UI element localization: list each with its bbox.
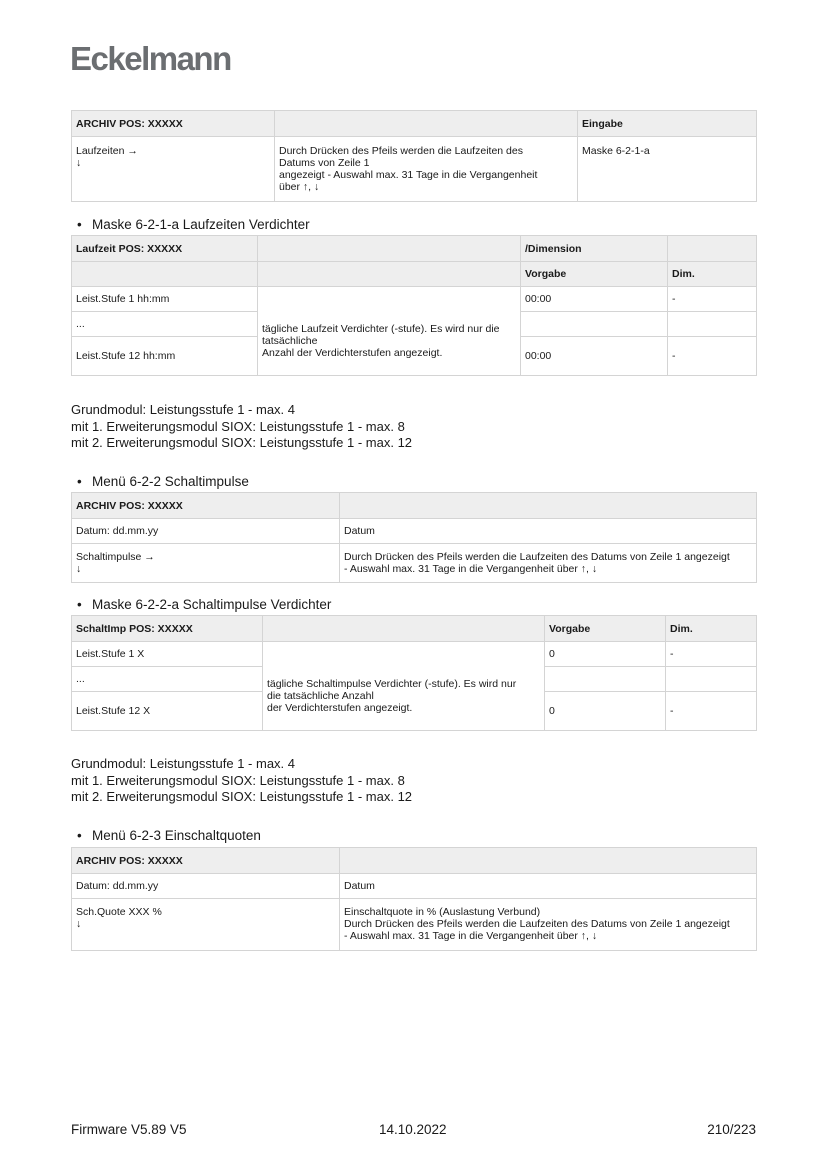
description-line: Einschaltquote in % (Auslastung Verbund) [344, 906, 541, 918]
header-cell: SchaltImp POS: XXXXX [72, 616, 263, 642]
dim-cell [666, 667, 757, 692]
header-cell: Eingabe [578, 111, 757, 137]
description-line: - Auswahl max. 31 Tage in die Vergangenheit über ↑, ↓ [344, 563, 598, 575]
header-cell: Vorgabe [545, 616, 666, 642]
section-title: Menü 6-2-2 Schaltimpulse [92, 474, 249, 489]
bullet-icon: • [77, 597, 82, 612]
vorgabe-cell: 0 [545, 642, 666, 667]
row-description-cell [340, 544, 757, 583]
note-line: Grundmodul: Leistungsstufe 1 - max. 4 [71, 402, 296, 417]
header-cell [72, 262, 258, 287]
archiv-schaltimpulse-table [71, 492, 757, 583]
bullet-icon: • [77, 828, 82, 843]
row-label: ... [72, 667, 263, 692]
archiv-laufzeiten-table [71, 110, 757, 202]
eckelmann-logo: Eckelmann [70, 40, 231, 77]
laufzeit-verdichter-table [71, 235, 757, 376]
vorgabe-cell [545, 667, 666, 692]
dim-cell: - [668, 337, 757, 376]
table-row [72, 642, 757, 667]
table-header-row [72, 848, 757, 874]
archiv-einschaltquoten-table [71, 847, 757, 951]
leistungsstufe-note [71, 756, 412, 806]
header-cell: ARCHIV POS: XXXXX [72, 848, 340, 874]
eingabe-cell: Maske 6-2-1-a [578, 137, 757, 202]
row-description: Datum [340, 519, 757, 544]
footer-date: 14.10.2022 [379, 1122, 447, 1137]
table-header-row [72, 616, 757, 642]
bullet-icon: • [77, 217, 82, 232]
section-heading [77, 597, 331, 613]
dim-cell [668, 312, 757, 337]
header-cell [258, 262, 521, 287]
row-label: Leist.Stufe 1 hh:mm [72, 287, 258, 312]
row-description-cell [340, 899, 757, 951]
vorgabe-cell [521, 312, 668, 337]
row-label: Laufzeiten → [76, 145, 138, 157]
note-line: mit 1. Erweiterungsmodul SIOX: Leistungsstufe 1 - max. 8 [71, 772, 405, 788]
description-line: tägliche Schaltimpulse Verdichter (-stufe). Es wird nur [267, 677, 517, 690]
header-cell: Laufzeit POS: XXXXX [72, 236, 258, 262]
table-header-row [72, 111, 757, 137]
arrow-down-icon: ↓ [76, 563, 82, 575]
description-line: über ↑, ↓ [279, 181, 320, 193]
leistungsstufe-note [71, 402, 412, 452]
description-line: Datums von Zeile 1 [279, 157, 370, 169]
description-line: die tatsächliche Anzahl [267, 689, 374, 702]
section-title: Maske 6-2-1-a Laufzeiten Verdichter [92, 217, 310, 232]
table-header-row [72, 236, 757, 262]
vorgabe-cell: 00:00 [521, 337, 668, 376]
table-row [72, 287, 757, 312]
note-line: mit 2. Erweiterungsmodul SIOX: Leistungsstufe 1 - max. 12 [71, 435, 413, 450]
table-row [72, 137, 757, 202]
header-cell: Vorgabe [521, 262, 668, 287]
description-line: Durch Drücken des Pfeils werden die Laufzeiten des Datums von Zeile 1 angezeigt [344, 918, 730, 930]
row-label: ... [72, 312, 258, 337]
vorgabe-cell: 00:00 [521, 287, 668, 312]
bullet-icon: • [77, 474, 82, 489]
description-line: tägliche Laufzeit Verdichter (-stufe). Es wird nur die [262, 322, 500, 335]
table-header-row [72, 493, 757, 519]
footer-firmware: Firmware V5.89 V5 [71, 1122, 187, 1137]
table-row [72, 544, 757, 583]
table-row [72, 874, 757, 899]
row-description-cell [258, 287, 521, 376]
description-line: der Verdichterstufen angezeigt. [267, 701, 413, 714]
section-title: Maske 6-2-2-a Schaltimpulse Verdichter [92, 597, 332, 612]
description-line: angezeigt - Auswahl max. 31 Tage in die Vergangenheit [279, 169, 538, 181]
header-cell [258, 236, 521, 262]
section-title: Menü 6-2-3 Einschaltquoten [92, 828, 261, 843]
description-line: - Auswahl max. 31 Tage in die Vergangenheit über ↑, ↓ [344, 930, 598, 942]
row-label: Leist.Stufe 12 X [72, 692, 263, 731]
note-line: Grundmodul: Leistungsstufe 1 - max. 4 [71, 756, 296, 771]
table-row [72, 519, 757, 544]
row-label: Sch.Quote XXX % [76, 906, 162, 918]
arrow-down-icon: ↓ [76, 157, 82, 169]
header-cell [263, 616, 545, 642]
description-line: Durch Drücken des Pfeils werden die Laufzeiten des [279, 145, 523, 157]
header-cell: Dim. [668, 262, 757, 287]
section-heading [77, 474, 249, 490]
section-heading [77, 828, 261, 844]
note-line: mit 2. Erweiterungsmodul SIOX: Leistungsstufe 1 - max. 12 [71, 789, 413, 804]
header-cell: ARCHIV POS: XXXXX [72, 493, 340, 519]
table-header-row [72, 262, 757, 287]
description-line: Anzahl der Verdichterstufen angezeigt. [262, 346, 443, 359]
dim-cell: - [668, 287, 757, 312]
dim-cell: - [666, 692, 757, 731]
row-label-cell [72, 137, 275, 202]
table-row [72, 899, 757, 951]
row-label: Leist.Stufe 1 X [72, 642, 263, 667]
header-cell [668, 236, 757, 262]
arrow-down-icon: ↓ [76, 918, 82, 930]
row-description-cell [275, 137, 578, 202]
description-line: Durch Drücken des Pfeils werden die Laufzeiten des Datums von Zeile 1 angezeigt [344, 551, 730, 563]
row-label: Leist.Stufe 12 hh:mm [72, 337, 258, 376]
row-label-cell [72, 899, 340, 951]
dim-cell: - [666, 642, 757, 667]
row-label: Datum: dd.mm.yy [72, 874, 340, 899]
row-label: Schaltimpulse → [76, 551, 155, 563]
header-cell [340, 493, 757, 519]
header-cell: Dim. [666, 616, 757, 642]
row-description-cell [263, 642, 545, 731]
row-description: Datum [340, 874, 757, 899]
note-line: mit 1. Erweiterungsmodul SIOX: Leistungsstufe 1 - max. 8 [71, 418, 405, 434]
header-cell [275, 111, 578, 137]
schaltimpulse-verdichter-table [71, 615, 757, 731]
footer-page-number: 210/223 [707, 1122, 756, 1137]
header-cell: /Dimension [521, 236, 668, 262]
vorgabe-cell: 0 [545, 692, 666, 731]
header-cell [340, 848, 757, 874]
section-heading [77, 217, 310, 233]
row-label: Datum: dd.mm.yy [72, 519, 340, 544]
description-line: tatsächliche [262, 334, 318, 347]
row-label-cell [72, 544, 340, 583]
header-cell: ARCHIV POS: XXXXX [72, 111, 275, 137]
